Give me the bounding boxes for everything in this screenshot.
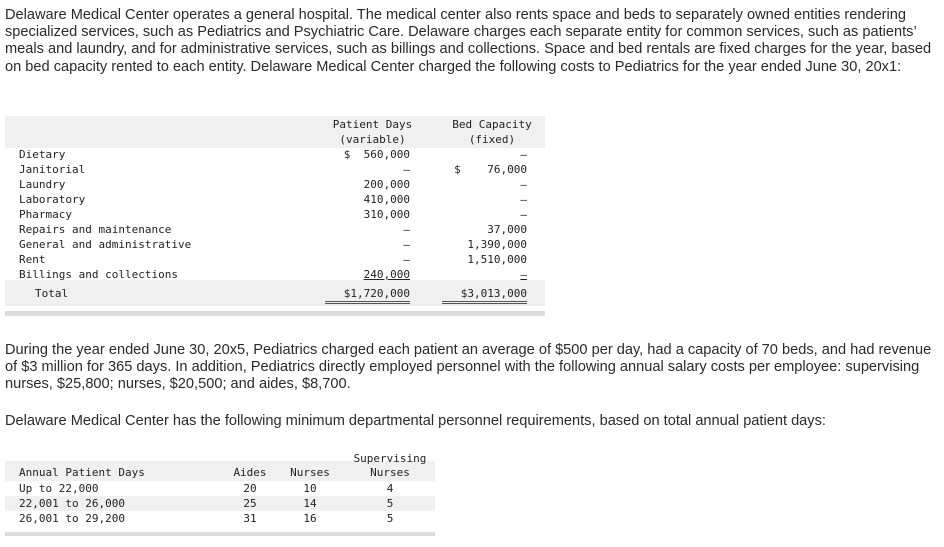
cost-row-label: General and administrative bbox=[19, 238, 192, 251]
personnel-row-supervising: 5 bbox=[386, 512, 394, 525]
col-header-fixed-1: Bed Capacity bbox=[452, 118, 532, 131]
header-aides: Aides bbox=[233, 466, 267, 479]
personnel-row-supervising: 4 bbox=[386, 482, 394, 495]
personnel-row-aides: 25 bbox=[243, 497, 257, 510]
cost-row-fixed: $ 76,000 bbox=[454, 163, 527, 176]
cost-row-fixed: – bbox=[520, 148, 527, 161]
requirements-paragraph: Delaware Medical Center has the following minimum departmental personnel requirements, based on total annual patient days: bbox=[5, 413, 826, 429]
personnel-row-supervising: 5 bbox=[386, 497, 394, 510]
personnel-row-aides: 31 bbox=[243, 512, 257, 525]
header-supervising: Supervising bbox=[353, 452, 427, 465]
cost-row-variable: 240,000 bbox=[363, 268, 410, 281]
total-variable: $1,720,000 bbox=[325, 286, 410, 304]
header-days: Annual Patient Days bbox=[19, 466, 145, 479]
cost-row-label: Repairs and maintenance bbox=[19, 223, 172, 236]
cost-row-variable: – bbox=[403, 223, 410, 236]
pediatrics-paragraph: During the year ended June 30, 20x5, Pediatrics charged each patient an average of $500 per day, had a capacity of 70 beds, and had revenue of $3 million for 365 days. In addition, Pediatrics directly employed personnel with the following annual salary costs per employee: supervising nurses, $25,800; nurses, $20,500; and aides, $8,700. bbox=[5, 342, 932, 393]
col-header-variable-2: (variable) bbox=[339, 133, 406, 146]
col-header-variable-1: Patient Days bbox=[332, 118, 413, 131]
cost-row-variable: $ 560,000 bbox=[343, 148, 410, 161]
intro-paragraph: Delaware Medical Center operates a general hospital. The medical center also rents space and beds to separately owned entities rendering specialized services, such as Pediatrics and Psychiatric Care. Delaware charges each separate entity for common services, such as patients’ meals and laundry, and for administrative services, such as billings and collections. Space and bed rentals are fixed charges for the year, based on bed capacity rented to each entity. Delaware Medical Center charged the following costs to Pediatrics for the year ended June 30, 20x1: bbox=[5, 7, 932, 75]
total-fixed: $3,013,000 bbox=[442, 286, 527, 304]
cost-row-variable: – bbox=[403, 163, 410, 176]
personnel-row-aides: 20 bbox=[243, 482, 257, 495]
col-header-fixed-2: (fixed) bbox=[468, 133, 516, 146]
cost-row-variable: – bbox=[403, 238, 410, 251]
cost-row-label: Pharmacy bbox=[19, 208, 72, 221]
personnel-table bbox=[5, 448, 435, 540]
header-nurses: Nurses bbox=[290, 466, 330, 479]
personnel-row-nurses: 16 bbox=[303, 512, 317, 525]
cost-row-label: Laboratory bbox=[19, 193, 86, 206]
cost-row-label: Rent bbox=[19, 253, 46, 266]
personnel-row-nurses: 10 bbox=[303, 482, 317, 495]
cost-row-variable: 200,000 bbox=[363, 178, 410, 191]
cost-row-fixed: – bbox=[520, 208, 527, 221]
header-supervising-nurses: Nurses bbox=[370, 466, 410, 479]
cost-row-label: Billings and collections bbox=[19, 268, 178, 281]
cost-row-fixed: – bbox=[520, 178, 527, 191]
personnel-row-days: 26,001 to 29,200 bbox=[19, 512, 125, 525]
cost-table bbox=[5, 112, 545, 317]
cost-row-variable: – bbox=[403, 253, 410, 266]
cost-row-label: Dietary bbox=[19, 148, 66, 161]
cost-row-label: Laundry bbox=[19, 178, 66, 191]
total-label: Total bbox=[35, 287, 69, 300]
personnel-row-nurses: 14 bbox=[303, 497, 317, 510]
cost-row-variable: 410,000 bbox=[363, 193, 410, 206]
cost-row-fixed: 1,510,000 bbox=[467, 253, 527, 266]
cost-row-fixed: – bbox=[520, 193, 527, 206]
cost-row-variable: 310,000 bbox=[363, 208, 410, 221]
cost-row-fixed: 1,390,000 bbox=[467, 238, 527, 251]
cost-row-fixed: – bbox=[520, 268, 527, 281]
cost-row-label: Janitorial bbox=[19, 163, 86, 176]
cost-row-fixed: 37,000 bbox=[487, 223, 527, 236]
personnel-row-days: 22,001 to 26,000 bbox=[19, 497, 125, 510]
personnel-row-days: Up to 22,000 bbox=[19, 482, 99, 495]
